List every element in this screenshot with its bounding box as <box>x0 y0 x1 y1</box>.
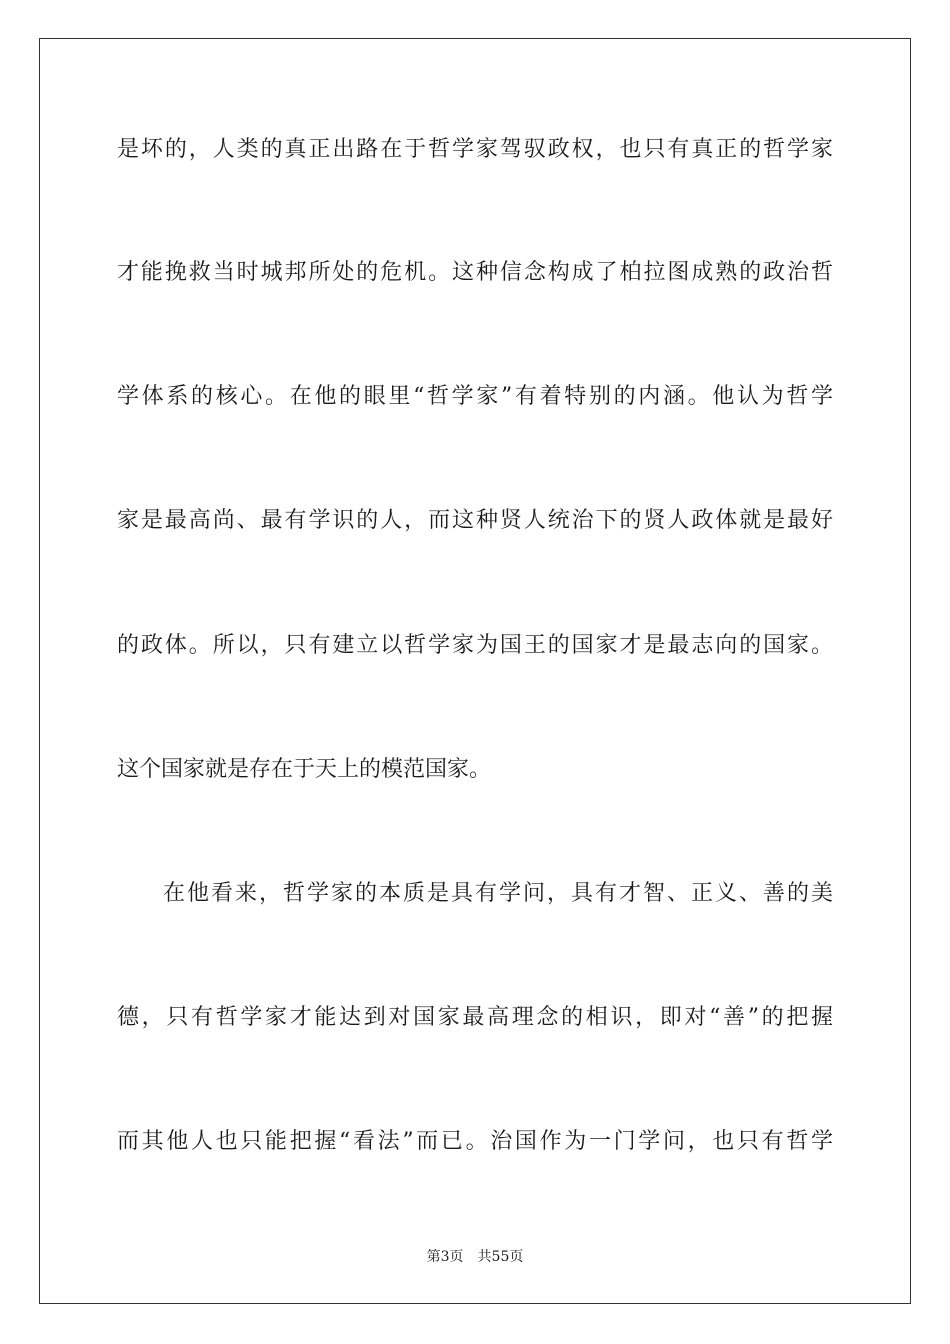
paragraph-line: 家是最高尚、最有学识的人，而这种贤人统治下的贤人政体就是最好 <box>117 508 833 533</box>
paragraph-line: 才能挽救当时城邦所处的危机。这种信念构成了柏拉图成熟的政治哲 <box>117 260 833 285</box>
paragraph-line: 而其他人也只能把握“看法”而已。治国作为一门学问，也只有哲学 <box>117 1129 833 1154</box>
paragraph-line: 在他看来，哲学家的本质是具有学问，具有才智、正义、善的美 <box>163 881 833 906</box>
page-footer <box>0 1248 950 1266</box>
paragraph-line: 的政体。所以，只有建立以哲学家为国王的国家才是最志向的国家。 <box>117 633 833 658</box>
page-number: 第3页 <box>426 1249 464 1265</box>
total-pages: 共55页 <box>477 1249 524 1265</box>
paragraph-line: 是坏的，人类的真正出路在于哲学家驾驭政权，也只有真正的哲学家 <box>117 137 833 162</box>
paragraph-line: 学体系的核心。在他的眼里“哲学家”有着特别的内涵。他认为哲学 <box>117 384 833 409</box>
paragraph-line: 德，只有哲学家才能达到对国家最高理念的相识，即对“善”的把握 <box>117 1005 833 1030</box>
page-border <box>39 38 911 1304</box>
paragraph-line: 这个国家就是存在于天上的模范国家。 <box>117 757 492 782</box>
